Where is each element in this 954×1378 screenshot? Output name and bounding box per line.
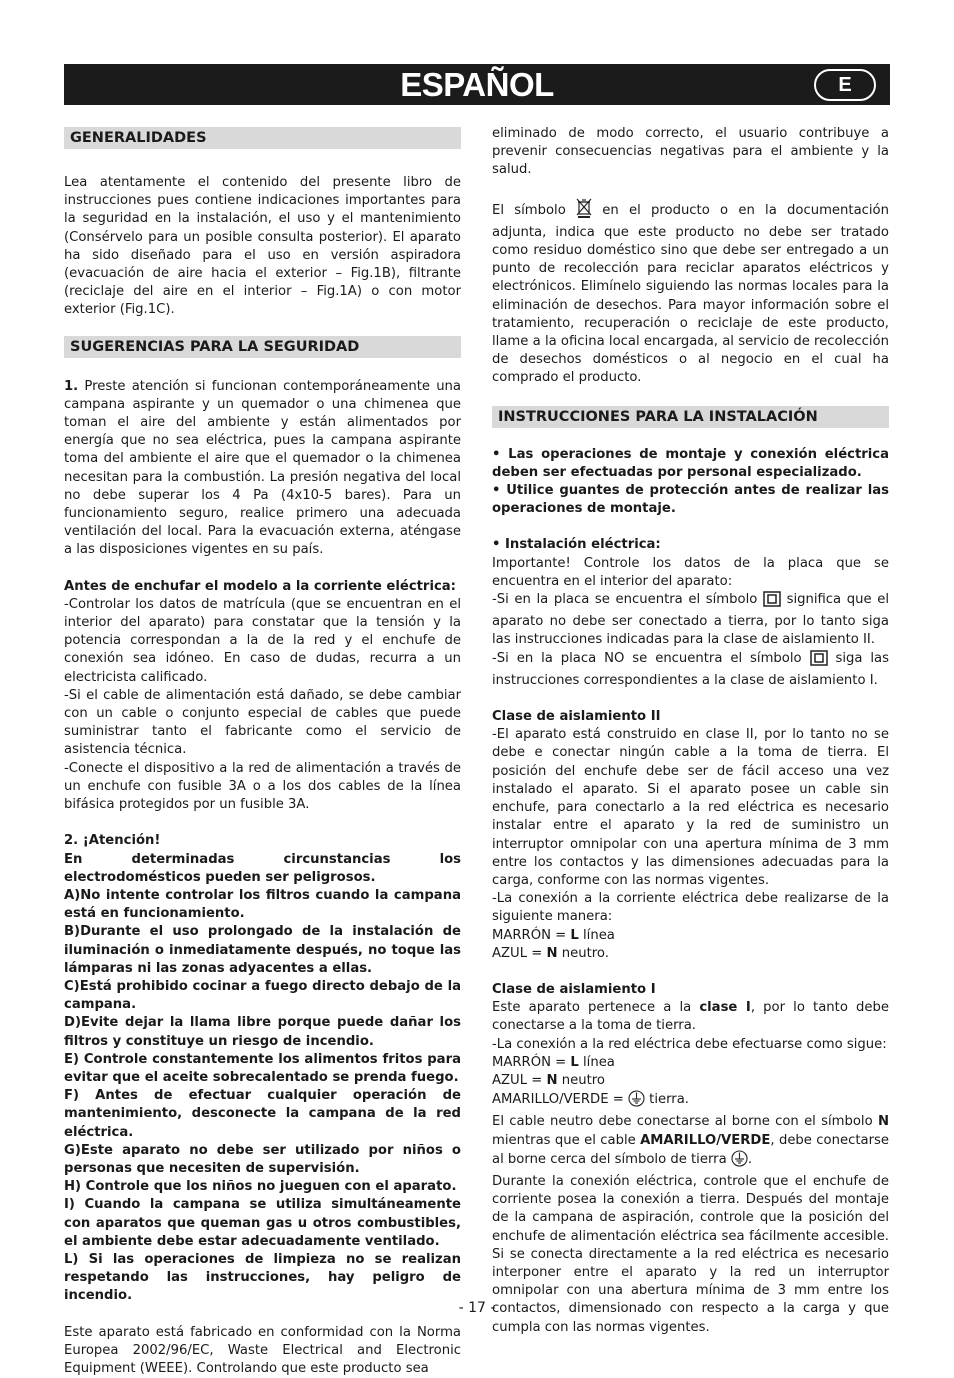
electrical-title: • Instalación eléctrica:: [492, 537, 661, 553]
section-heading-seguridad: SUGERENCIAS PARA LA SEGURIDAD: [64, 336, 461, 358]
wire-label: AMARILLO/VERDE =: [492, 1092, 628, 1108]
earth-ground-icon: [628, 1090, 645, 1113]
wire-label: MARRÓN =: [492, 927, 571, 943]
attention-item-d: D)Evite dejar la llama libre porque puede dañar los filtros y constituye un riesgo de incendio.: [64, 1015, 461, 1049]
plug-item-1: -Controlar los datos de matrícula (que se encuentran en el interior del aparato) para constatar que la tensión y la potencia correspondan a la de la red y el enchufe de conexión sea idóneo. En caso de dudas, recurra a un electricista calificado.: [64, 596, 461, 685]
wire-letter: N: [546, 945, 558, 961]
attention-item-a: A)No intente controlar los filtros cuando la campana está en funcionamiento.: [64, 887, 461, 922]
weee-continued: eliminado de modo correcto, el usuario contribuye a prevenir consecuencias negativas para el ambiente y la salud.: [492, 126, 889, 178]
class-i-text: [492, 999, 889, 1035]
attention-item-g: G)Este aparato no debe ser utilizado por niños o personas que necesiten de supervisión.: [64, 1142, 461, 1176]
elec-1-pre: -Si en la placa se encuentra el símbolo: [492, 592, 763, 608]
wire-letter: L: [570, 927, 579, 943]
attention-item-h: H) Controle que los niños no jueguen con el aparato.: [64, 1179, 457, 1195]
weee-symbol-paragraph: [492, 198, 889, 388]
attention-intro: En determinadas circunstancias los electrodomésticos pueden ser peligrosos.: [64, 851, 461, 885]
install-bullet-1: • Las operaciones de montaje y conexión eléctrica deben ser efectuadas por personal especializado.: [492, 446, 889, 480]
elec-1-post: significa que el aparato no debe ser conectado a tierra, por lo tanto siga las instrucciones indicadas para la clase de aislamiento II.: [492, 592, 889, 648]
banner-title: ESPAÑOL: [400, 66, 554, 103]
wire-letter: L: [570, 1054, 579, 1070]
install-bullet-2: • Utilice guantes de protección antes de realizar las operaciones de montaje.: [492, 483, 889, 517]
wire-role: neutro: [557, 1072, 605, 1088]
point-text: Preste atención si funcionan contemporáneamente una campana aspirante y un quemador o una chimenea que toman el aire del ambiente y están alimentados por energía que no sea eléctrica, pues la campana aspirante toma del ambiente el aire que el quemador o la chimenea necesitan para la combustión. La presión negativa del local no debe superar los 4 Pa (4x10-5 bares). Para un funcionamiento seguro, realice primero una adecuada ventilación del local. Para la evacuación externa, aténgase a las disposiciones vigentes en su país.: [64, 378, 461, 558]
wire-role: línea: [578, 927, 615, 943]
wire-blue: [492, 945, 889, 963]
attention-item-i: I) Cuando la campana se utiliza simultáneamente con aparatos que queman gas u otros combustibles, el ambiente debe estar adecuadamente ventilado.: [64, 1197, 461, 1249]
section-heading-generalidades: GENERALIDADES: [64, 127, 461, 149]
class-ii-text: -El aparato está construido en clase II, por lo tanto no se debe e conectar ningún cable a la toma de tierra. El posición del enchufe debe ser de fácil acceso una vez instalado el aparato. Si el aparato posee un cable sin enchufe, para conectarlo a la red eléctrica es necesario instalar entre el aparato y la red de suministro un interruptor omnipolar con una apertura mínima de 3 mm entre los contactos y las dimensiones adecuadas para la carga, conforme con las normas vigentes.: [492, 727, 889, 888]
final-paragraph: Durante la conexión eléctrica, controle que el enchufe de corriente posea la conexión a tierra. Después del montaje de la campana de aspiración, controle que la posición del enchufe de alimentación eléctrica sea fácilmente accesible. Si se conecta directamente a la red eléctrica es necesario interponer entre el aparato y la red un interruptor omnipolar con una abertura mínima de 3 mm entre los contactos, dimensionado con respecto a la carga y que cumpla con las normas vigentes.: [492, 1173, 889, 1335]
class-i-post: , por lo tanto debe conectarse a la toma de tierra.: [492, 1000, 890, 1034]
neutral-post: , debe conectarse al borne cerca del símbolo de tierra: [492, 1132, 889, 1167]
wire-letter: N: [546, 1072, 558, 1088]
neutral-pre: El cable neutro debe conectarse al borne con el símbolo: [492, 1114, 878, 1130]
neutral-paragraph: [492, 1113, 889, 1173]
symbol-text-pre: El símbolo: [492, 202, 577, 218]
symbol-text-post: en el producto o en la documentación adjunta, indica que este producto no debe ser tratado como residuo doméstico sino que debe ser entregado a un punto de recolección para reciclar aparatos eléctricos y electrónicos. Elimínelo siguiendo las normas locales para la eliminación de desechos. Para mayor información sobre el tratamiento, recuperación o reciclaje de este producto, llame a la oficina local encargada, al servicio de recolección de desechos domésticos o al negocio en el cual ha comprado el producto.: [492, 202, 889, 386]
wire-role: neutro.: [557, 945, 609, 961]
elec-2-pre: -Si en la placa NO se encuentra el símbolo: [492, 650, 810, 666]
electrical-intro: Importante! Controle los datos de la placa que se encuentra en el interior del aparato:: [492, 555, 889, 589]
class-ii-double-square-icon: [763, 591, 781, 613]
neutral-mid: mientras que el cable: [492, 1132, 641, 1148]
wire-label: AZUL =: [492, 945, 547, 961]
attention-item-c: C)Está prohibido cocinar a fuego directo debajo de la campana.: [64, 978, 461, 1013]
class-i-connection: -La conexión a la red eléctrica debe efectuarse como sigue:: [492, 1036, 887, 1052]
plug-title: Antes de enchufar el modelo a la corriente eléctrica:: [64, 578, 456, 594]
safety-point-1: [64, 378, 461, 560]
attention-item-b: B)Durante el uso prolongado de la instalación de iluminación o inmediatamente después, no toque las lámparas ni las zonas adyacentes a ellas.: [64, 924, 461, 976]
section-heading-instalacion: INSTRUCCIONES PARA LA INSTALACIÓN: [492, 406, 889, 428]
class-i-title: Clase de aislamiento I: [492, 981, 656, 997]
point-number: 1.: [64, 378, 79, 394]
wire-label: MARRÓN =: [492, 1054, 571, 1070]
earth-ground-icon: [731, 1150, 748, 1173]
class-i-bold: clase I: [699, 1000, 751, 1016]
attention-item-l: L) Si las operaciones de limpieza no se realizan respetando las instrucciones, hay peligro de incendio.: [64, 1251, 461, 1304]
attention-item-f: F) Antes de efectuar cualquier operación de mantenimiento, desconecte la campana de la red eléctrica.: [64, 1088, 461, 1140]
wire-role: tierra.: [644, 1092, 689, 1108]
page-number: - 17 -: [458, 1300, 496, 1316]
class-i-pre: Este aparato pertenece a la: [492, 1000, 700, 1016]
class-ii-double-square-icon: [810, 650, 828, 672]
class-ii-connection: -La conexión a la corriente eléctrica debe realizarse de la siguiente manera:: [492, 891, 889, 925]
wire-label: AZUL =: [492, 1072, 547, 1088]
language-badge: E: [814, 69, 876, 101]
right-column: [492, 125, 889, 1337]
neutral-bold: AMARILLO/VERDE: [640, 1132, 771, 1148]
electrical-item-1: [492, 591, 889, 650]
wire-brown-2: [492, 1054, 889, 1072]
general-paragraph: Lea atentamente el contenido del presente libro de instrucciones pues contiene indicaciones importantes para la seguridad en la instalación, el uso y el mantenimiento (Consérvelo para un posible consulta posterior). El aparato ha sido diseñado para el uso en versión aspiradora (evacuación de aire hacia el exterior – Fig.1B), filtrante (reciclaje del aire en el interior – Fig.1A) o con motor exterior (Fig.1C).: [64, 175, 461, 318]
neutral-letter: N: [877, 1114, 889, 1130]
weee-bin-icon: [576, 198, 592, 224]
left-column: [64, 127, 461, 1378]
attention-title: 2. ¡Atención!: [64, 833, 161, 849]
wire-blue-2: [492, 1072, 889, 1090]
wire-yellow-green: [492, 1090, 889, 1113]
elec-2-post: siga las instrucciones correspondientes a la clase de aislamiento I.: [492, 650, 889, 688]
neutral-end: .: [747, 1151, 753, 1167]
wire-brown: [492, 927, 889, 945]
class-ii-title: Clase de aislamiento II: [492, 709, 661, 725]
wire-role: línea: [578, 1054, 615, 1070]
attention-item-e: E) Controle constantemente los alimentos fritos para evitar que el aceite sobrecalentado se prenda fuego.: [64, 1051, 461, 1085]
electrical-item-2: [492, 650, 889, 690]
language-banner: [64, 64, 890, 105]
plug-item-2: -Si el cable de alimentación está dañado, se debe cambiar con un cable o conjunto especial de cables que puede suministrar tanto el fabricante como el servicio de asistencia técnica.: [64, 687, 461, 758]
plug-item-3: -Conecte el dispositivo a la red de alimentación a través de un enchufe con fusible 3A o a los dos cables de la línea bifásica protegidos por un fusible 3A.: [64, 760, 461, 813]
weee-paragraph: Este aparato está fabricado en conformidad con la Norma Europea 2002/96/EC, Waste Electrical and Electronic Equipment (WEEE). Controlando que este producto sea: [64, 1324, 461, 1376]
